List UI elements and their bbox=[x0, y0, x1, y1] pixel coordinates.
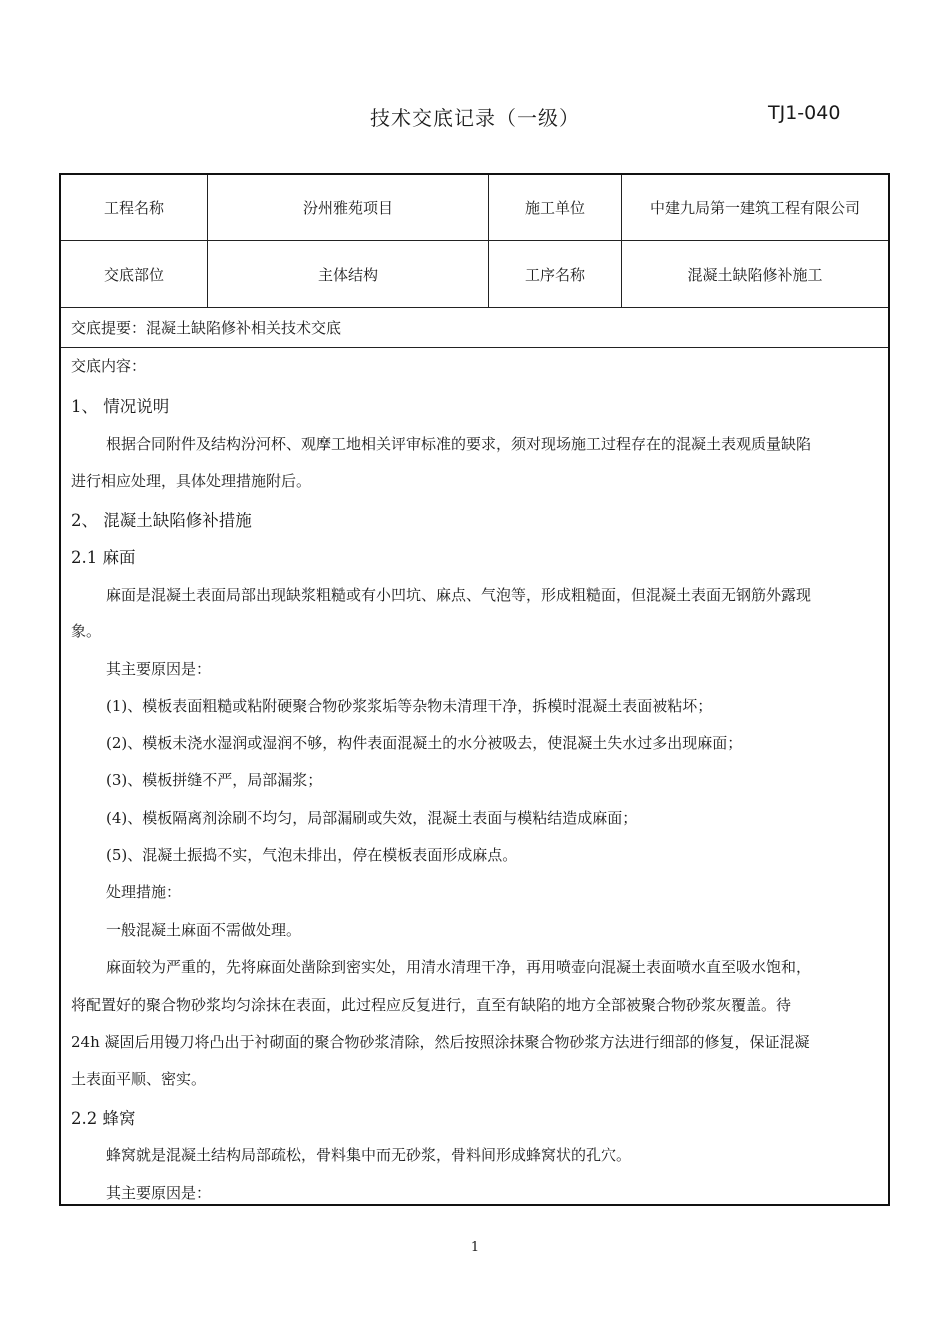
cause-heading: 其主要原因是： bbox=[106, 1184, 212, 1202]
cause-item: (2)、模板未浇水湿润或湿润不够，构件表面混凝土的水分被吸去，使混凝土失水过多出现麻面； bbox=[106, 734, 743, 752]
section-2-2-title: 2.2 蜂窝 bbox=[71, 1109, 136, 1128]
cause-item: (4)、模板隔离剂涂刷不均匀，局部漏刷或失效，混凝土表面与模粘结造成麻面； bbox=[106, 809, 638, 827]
cause-item: (1)、模板表面粗糙或粘附硬聚合物砂浆浆垢等杂物未清理干净，拆模时混凝土表面被粘坏； bbox=[106, 697, 713, 715]
info-row-2 bbox=[61, 241, 888, 308]
treatment-line: 24h 凝固后用镘刀将凸出于衬砌面的聚合物砂浆清除，然后按照涂抹聚合物砂浆方法进行细部的修复，保证混凝 bbox=[71, 1033, 810, 1051]
cause-item: (5)、混凝土振捣不实，气泡未排出，停在模板表面形成麻点。 bbox=[106, 846, 518, 864]
paragraph-line: 麻面是混凝土表面局部出现缺浆粗糙或有小凹坑、麻点、气泡等，形成粗糙面，但混凝土表面无钢筋外露现 bbox=[106, 586, 812, 604]
treatment-line: 一般混凝土麻面不需做处理。 bbox=[106, 921, 302, 939]
summary-row: 交底提要：混凝土缺陷修补相关技术交底 bbox=[61, 308, 888, 348]
treatment-line: 土表面平顺、密实。 bbox=[71, 1070, 207, 1088]
label-location: 交底部位 bbox=[61, 241, 208, 307]
page-number: 1 bbox=[470, 1240, 480, 1255]
treatment-heading: 处理措施： bbox=[106, 883, 182, 901]
paragraph-line: 根据合同附件及结构汾河杯、观摩工地相关评审标准的要求，须对现场施工过程存在的混凝土表观质量缺陷 bbox=[106, 435, 812, 453]
document-code: TJ1-040 bbox=[768, 102, 841, 124]
label-contractor: 施工单位 bbox=[489, 175, 622, 240]
section-2-1-title: 2.1 麻面 bbox=[71, 548, 136, 567]
paragraph-line: 进行相应处理，具体处理措施附后。 bbox=[71, 472, 312, 490]
value-process-name: 混凝土缺陷修补施工 bbox=[687, 265, 823, 284]
value-contractor: 中建九局第一建筑工程有限公司 bbox=[649, 199, 860, 217]
value-location: 主体结构 bbox=[208, 241, 489, 307]
value-project-name: 汾州雅苑项目 bbox=[208, 175, 489, 240]
section-1-title: 1、 情况说明 bbox=[71, 397, 170, 416]
document-title: 技术交底记录（一级） bbox=[370, 106, 580, 130]
treatment-line: 麻面较为严重的，先将麻面处凿除到密实处，用清水清理干净，再用喷壶向混凝土表面喷水直至吸水饱和， bbox=[106, 958, 812, 976]
content-label: 交底内容： bbox=[71, 357, 147, 375]
cause-heading: 其主要原因是： bbox=[106, 660, 212, 678]
paragraph-line: 蜂窝就是混凝土结构局部疏松，骨料集中而无砂浆，骨料间形成蜂窝状的孔穴。 bbox=[106, 1146, 632, 1164]
record-sheet bbox=[59, 173, 890, 1206]
cause-item: (3)、模板拼缝不严，局部漏浆； bbox=[106, 771, 323, 789]
section-2-title: 2、 混凝土缺陷修补措施 bbox=[71, 511, 252, 530]
paragraph-line: 象。 bbox=[71, 622, 102, 640]
treatment-line: 将配置好的聚合物砂浆均匀涂抹在表面，此过程应反复进行，直至有缺陷的地方全部被聚合物砂浆灰覆盖。待 bbox=[71, 996, 792, 1014]
label-process-name: 工序名称 bbox=[489, 241, 622, 307]
label-project-name: 工程名称 bbox=[61, 175, 208, 240]
info-row-1 bbox=[61, 175, 888, 241]
